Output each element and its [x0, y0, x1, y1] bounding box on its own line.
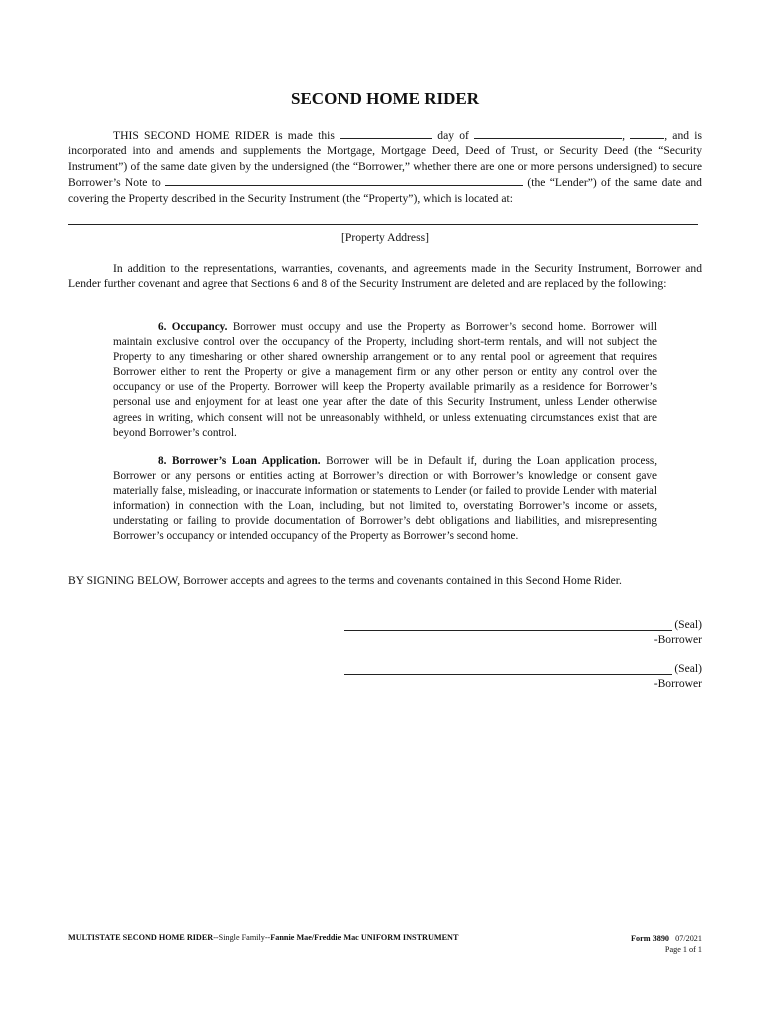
seal-label: (Seal): [674, 662, 702, 675]
section-6-occupancy: [113, 320, 657, 441]
section-6-heading: 6. Occupancy.: [158, 321, 228, 333]
signature-line[interactable]: [344, 618, 672, 631]
footer-instrument-title: [68, 933, 458, 942]
signer-role: -Borrower: [653, 633, 702, 646]
signing-statement: BY SIGNING BELOW, Borrower accepts and agrees to the terms and covenants contained in this Second Home Rider.: [68, 574, 622, 587]
page-number: Page 1 of 1: [664, 945, 702, 954]
footer-uniform-instrument: Fannie Mae/Freddie Mac UNIFORM INSTRUMENT: [270, 933, 459, 942]
section-8-text: Borrower will be in Default if, during the Loan application process, Borrower or any persons or entities acting at Borrower’s direction or with Borrower’s knowledge or consent gave materially false, misleading, or inaccurate information or statements to Lender (or failed to provide Lender with material information) in connection with the Loan, including, but not limited to, overstating Borrower’s income or assets, understating or failing to provide documentation of Borrower’s debt obligations and liabilities, and misrepresenting Borrower’s occupancy or intended occupancy of the Property as Borrower’s second home.: [113, 455, 657, 543]
document-title: SECOND HOME RIDER: [291, 89, 479, 108]
month-blank[interactable]: [474, 127, 622, 139]
intro-text-1: THIS SECOND HOME RIDER is made this: [113, 129, 335, 142]
covenants-intro: In addition to the representations, warranties, covenants, and agreements made in the Security Instrument, Borrower and Lender further covenant and agree that Sections 6 and 8 of the Security Instrument are deleted and are replaced by the following:: [68, 262, 702, 291]
footer-family-type: --Single Family--: [213, 933, 271, 942]
intro-text-2: day of: [437, 129, 469, 142]
intro-paragraph: [68, 127, 702, 206]
signature-block-2: [344, 662, 702, 690]
form-date: 07/2021: [675, 934, 702, 943]
footer-form-info: [631, 933, 702, 955]
section-8-heading: 8. Borrower’s Loan Application.: [158, 455, 321, 467]
lender-blank[interactable]: [165, 174, 523, 186]
section-8-loan-application: [113, 454, 657, 545]
section-6-text: Borrower must occupy and use the Property as Borrower’s second home. Borrower will maintain exclusive control over the occupancy of the Property, including short-term rentals, and will not subject the Property to any timesharing or other shared ownership arrangement or to any rental pool or agreement that requires Borrower either to rent the Property or give a management firm or any other person or entity any control over the occupancy or use of the Property. Borrower will keep the Property available primarily as a residence for Borrower’s personal use and enjoyment for at least one year after the date of this Security Instrument, unless Lender otherwise agrees in writing, which consent will not be unreasonably withheld, or unless extenuating circumstances exist that are beyond Borrower’s control.: [113, 321, 658, 439]
signature-line[interactable]: [344, 662, 672, 675]
footer-rider-name: MULTISTATE SECOND HOME RIDER: [68, 933, 214, 942]
form-number: Form 3890: [631, 934, 670, 943]
year-blank[interactable]: [630, 127, 664, 139]
property-address-line[interactable]: [68, 224, 698, 225]
signature-block-1: [344, 618, 702, 646]
seal-label: (Seal): [674, 618, 702, 631]
intro-text-4: , and is incorporated into and amends and supplements the Mortgage, Mortgage Deed, Deed of Trust, or Security Deed (the “Security Instrument”) of the same date given by the undersigned (the “Borrower,” whether there are one or more persons undersigned) to secure Borrower’s Note to: [68, 129, 702, 190]
intro-text-3: ,: [622, 129, 625, 142]
property-address-label: [Property Address]: [341, 231, 429, 244]
intro-text-5: (the “Lender”) of the same date and covering the Property described in the Security Instrument (the “Property”), which is located at:: [68, 176, 702, 205]
signer-role: -Borrower: [653, 677, 702, 690]
day-blank[interactable]: [340, 127, 432, 139]
